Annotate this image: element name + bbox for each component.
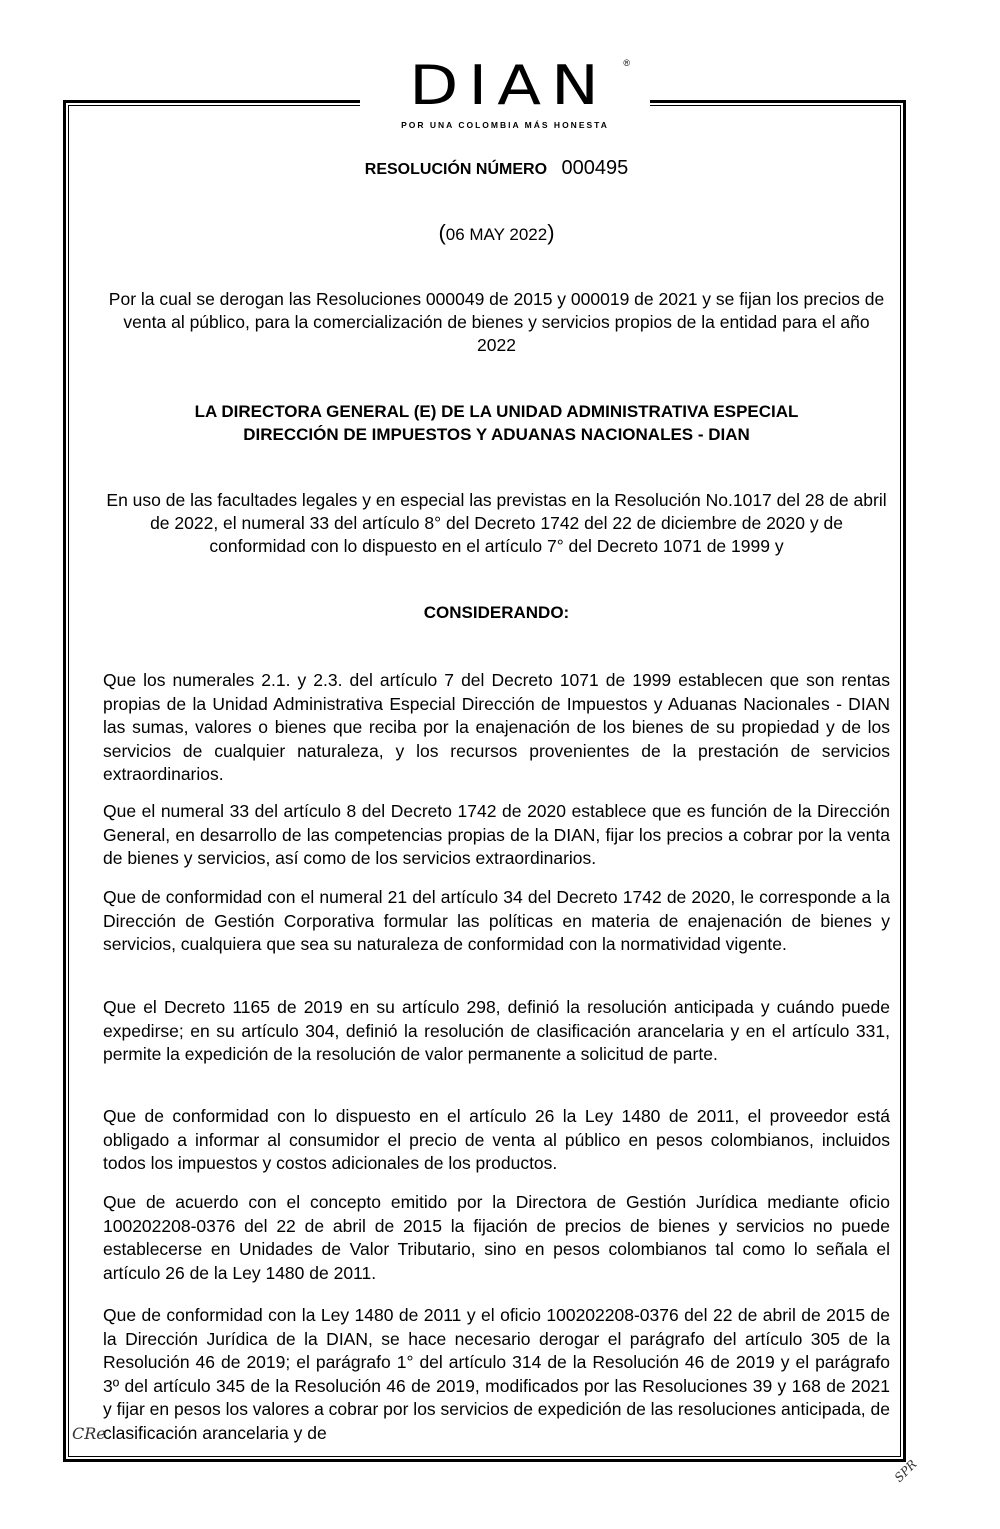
resolution-number-line <box>103 157 890 180</box>
initials-signature-left: CRe <box>72 1424 106 1443</box>
resolution-date: 06 MAY 2022 <box>445 225 548 244</box>
considering-paragraph: Que de conformidad con la Ley 1480 de 2011 y el oficio 100202208-0376 del 22 de abril de 2015 de la Dirección Jurídica de la DIAN, se hace necesario derogar el parágrafo del artículo 305 de la Resolución 46 de 2019; el parágrafo 1° del artículo 314 de la Resolución 46 de 2019 y el parágrafo 3º del artículo 345 de la Resolución 46 de 2019, modificados por las Resoluciones 39 y 168 de 2021 y fijar en pesos los valores a cobrar por los servicios de expedición de las resoluciones anticipada, de clasificación arancelaria y de <box>103 1305 890 1443</box>
registered-mark: ® <box>623 58 630 68</box>
legal-powers-statement: En uso de las facultades legales y en especial las previstas en la Resolución No.1017 del 28 de abril de 2022, el numeral 33 del artículo 8° del Decreto 1742 del 22 de diciembre de 2020 y de conformidad con lo dispuesto en el artículo 7° del Decreto 1071 de 1999 y <box>106 490 887 556</box>
authority-line-1: LA DIRECTORA GENERAL (E) DE LA UNIDAD ADMINISTRATIVA ESPECIAL <box>194 402 799 421</box>
dian-logo <box>360 54 650 132</box>
resolution-subject: Por la cual se derogan las Resoluciones 000049 de 2015 y 000019 de 2021 y se fijan los precios de venta al público, para la comercialización de bienes y servicios propios de la entidad para el año 2022 <box>108 289 885 355</box>
considering-paragraph: Que de conformidad con el numeral 21 del artículo 34 del Decreto 1742 de 2020, le corresponde a la Dirección de Gestión Corporativa formular las políticas en materia de enajenación de bienes y servicios, cualquiera que sea su naturaleza de conformidad con la normatividad vigente. <box>103 887 890 955</box>
considering-paragraph: Que de acuerdo con el concepto emitido por la Directora de Gestión Jurídica mediante oficio 100202208-0376 del 22 de abril de 2015 la fijación de precios de bienes y servicios no puede establecerse en Unidades de Valor Tributario, sino en pesos colombianos tal como lo señala el artículo 26 de la Ley 1480 de 2011. <box>103 1192 890 1283</box>
resolution-date-line <box>103 220 890 246</box>
considering-paragraph: Que el numeral 33 del artículo 8 del Decreto 1742 de 2020 establece que es función de la Dirección General, en desarrollo de las competencias propias de la DIAN, fijar los precios a cobrar por la venta de bienes y servicios, así como de los servicios extraordinarios. <box>103 801 890 869</box>
authority-line-2: DIRECCIÓN DE IMPUESTOS Y ADUANAS NACIONALES - DIAN <box>243 425 750 444</box>
date-paren-close: ) <box>547 220 555 245</box>
initials-signature-right: SPR <box>891 1457 920 1485</box>
resolution-number: 000495 <box>561 157 629 179</box>
issuing-authority <box>103 400 890 446</box>
considering-paragraph: Que el Decreto 1165 de 2019 en su artículo 298, definió la resolución anticipada y cuándo puede expedirse; en su artículo 304, definió la resolución de clasificación arancelaria y en el artículo 331, permite la expedición de la resolución de valor permanente a solicitud de parte. <box>103 997 890 1065</box>
considering-paragraph: Que los numerales 2.1. y 2.3. del artículo 7 del Decreto 1071 de 1999 establecen que son rentas propias de la Unidad Administrativa Especial Dirección de Impuestos y Aduanas Nacionales - DIAN las sumas, valores o bienes que reciba por la enajenación de los bienes de su propiedad y de los servicios de cualquier naturaleza, y los recursos provenientes de la prestación de servicios extraordinarios. <box>103 670 890 785</box>
considering-paragraph: Que de conformidad con lo dispuesto en el artículo 26 la Ley 1480 de 2011, el proveedor está obligado a informar al consumidor el precio de venta al público en pesos colombianos, incluidos todos los impuestos y costos adicionales de los productos. <box>103 1106 890 1174</box>
resolution-label: RESOLUCIÓN NÚMERO <box>364 161 548 178</box>
logo-wordmark: DIAN <box>409 54 609 118</box>
date-paren-open: ( <box>438 220 446 245</box>
logo-tagline: POR UNA COLOMBIA MÁS HONESTA <box>401 120 609 130</box>
considering-heading: CONSIDERANDO: <box>423 603 570 622</box>
